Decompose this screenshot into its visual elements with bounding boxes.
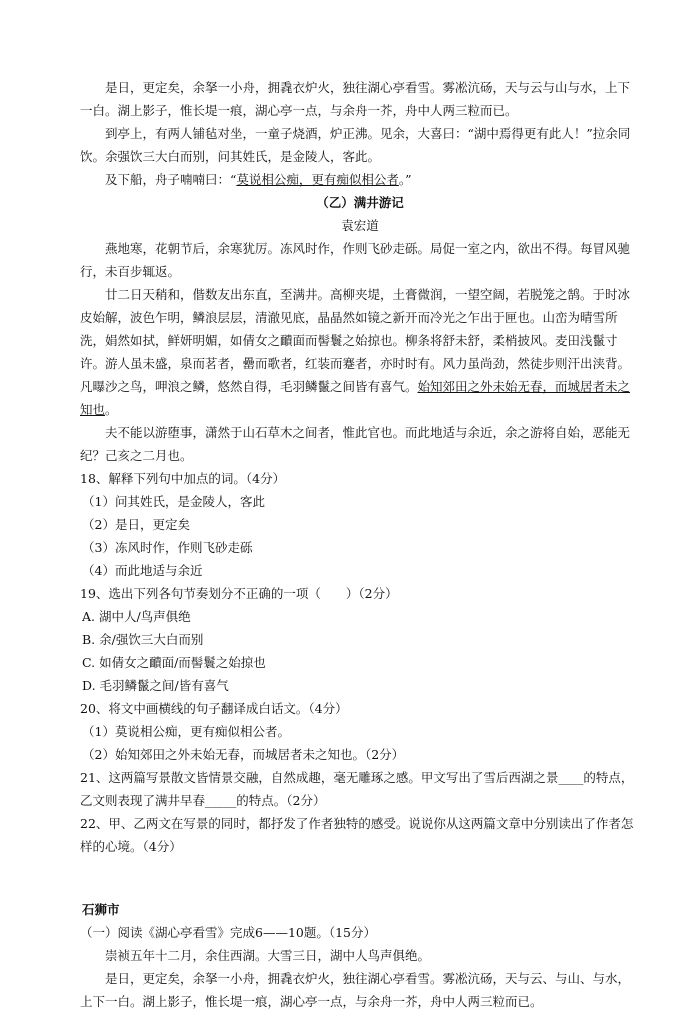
q20-item: （2）始知郊田之外未始无春，而城居者未之知也。（2分） xyxy=(82,747,405,762)
q19-option-a: A. 湖中人/鸟声俱绝 xyxy=(82,609,191,624)
section2-heading: （一）阅读《湖心亭看雪》完成6——10题。（15分） xyxy=(80,925,377,940)
question-22: 22、甲、乙两文在写景的同时，都抒发了作者独特的感受。说说你从这两篇文章中分别读出了作者怎样的心境。（4分） xyxy=(80,816,634,854)
passage-a-p3-tail: 。” xyxy=(398,172,412,187)
passage-b-paragraph-3: 夫不能以游堕事，潇然于山石草木之间者，惟此官也。而此地适与余近，余之游将自始，恶能无纪？己亥之二月也。 xyxy=(80,425,631,463)
section-gap xyxy=(80,858,640,898)
underlined-sentence-1: 莫说相公痴，更有痴似相公者 xyxy=(236,172,399,187)
question-20: 20、将文中画横线的句子翻译成白话文。（4分） xyxy=(80,701,348,716)
passage-b-p2-main: 廿二日天稍和，偕数友出东直，至满井。高柳夹堤，土膏微润，一望空阔，若脱笼之鹄。于时冰皮始解，波色乍明，鳞浪层层，清澈见底，晶晶然如镜之新开而冷光之乍出于匣也。山峦为晴雪所洗，娟然如拭，鲜妍明媚，如倩女之靧面而髻鬟之始掠也。柳条将舒未舒，柔梢披风。麦田浅鬣寸许。游人虽未盛，泉而茗者，罍而歌者，红装而蹇者，亦时时有。风力虽尚劲，然徒步则汗出浃背。凡曝沙之鸟，呷浪之鳞，悠然自得，毛羽鳞鬣之间皆有喜气。 xyxy=(80,287,631,394)
question-18: 18、解释下列句中加点的词。（4分） xyxy=(80,471,286,486)
question-19: 19、选出下列各句节奏划分不正确的一项（ ）（2分） xyxy=(80,586,398,601)
passage-b-title: （乙）满井游记 xyxy=(316,195,404,210)
question-21: 21、这两篇写景散文皆情景交融，自然成趣，毫无雕琢之感。甲文写出了雪后西湖之景____的特点，乙文则表现了满井早春_____的特点。（2分） xyxy=(80,770,634,808)
q19-option-c: C. 如倩女之靧面/而髻鬟之始掠也 xyxy=(82,655,266,670)
passage-b-paragraph-1: 燕地寒，花朝节后，余寒犹厉。冻风时作，作则飞砂走砾。局促一室之内，欲出不得。每冒风驰行，未百步辄返。 xyxy=(80,241,631,279)
q18-item: （3）冻风时作，作则飞砂走砾 xyxy=(82,540,253,555)
passage-a-paragraph-2: 到亭上，有两人铺毡对坐，一童子烧酒，炉正沸。见余，大喜曰：“湖中焉得更有此人！”拉余同饮。余强饮三大白而别，问其姓氏，是金陵人，客此。 xyxy=(80,126,631,164)
q19-option-d: D. 毛羽鳞鬣之间/皆有喜气 xyxy=(82,678,229,693)
passage-a-p3-lead: 及下船，舟子喃喃曰：“ xyxy=(105,172,237,187)
section2-paragraph-1: 崇祯五年十二月，余住西湖。大雪三日，湖中人鸟声俱绝。 xyxy=(105,948,431,963)
passage-a-paragraph-1: 是日，更定矣，余拏一小舟，拥毳衣炉火，独往湖心亭看雪。雾凇沆砀，天与云与山与水，上下一白。湖上影子，惟长堤一痕，湖心亭一点，与余舟一芥，舟中人两三粒而已。 xyxy=(80,80,631,118)
underlined-sentence-2: 始知郊田之外未始无春，而城居者未之知也 xyxy=(80,379,631,417)
q18-item: （1）问其姓氏，是金陵人，客此 xyxy=(82,494,265,509)
q19-option-b: B. 余/强饮三大白而别 xyxy=(82,632,204,647)
passage-b-p2-end: 。 xyxy=(105,402,118,417)
q20-item: （1）莫说相公痴，更有痴似相公者。 xyxy=(82,724,290,739)
passage-b-author: 袁宏道 xyxy=(341,218,379,233)
section2-paragraph-2: 是日，更定矣，余拏一小舟，拥毳衣炉火，独往湖心亭看雪。雾凇沆砀，天与云、与山、与水，上下一白。湖上影子，惟长堤一痕，湖心亭一点，与余舟一芥，舟中人两三粒而已。 xyxy=(80,971,631,1009)
city-heading: 石狮市 xyxy=(82,902,120,917)
passage-b-paragraph-2 xyxy=(80,283,640,421)
passage-a-paragraph-3 xyxy=(80,168,640,191)
q18-item: （4）而此地适与余近 xyxy=(82,563,203,578)
q18-item: （2）是日，更定矣 xyxy=(82,517,190,532)
